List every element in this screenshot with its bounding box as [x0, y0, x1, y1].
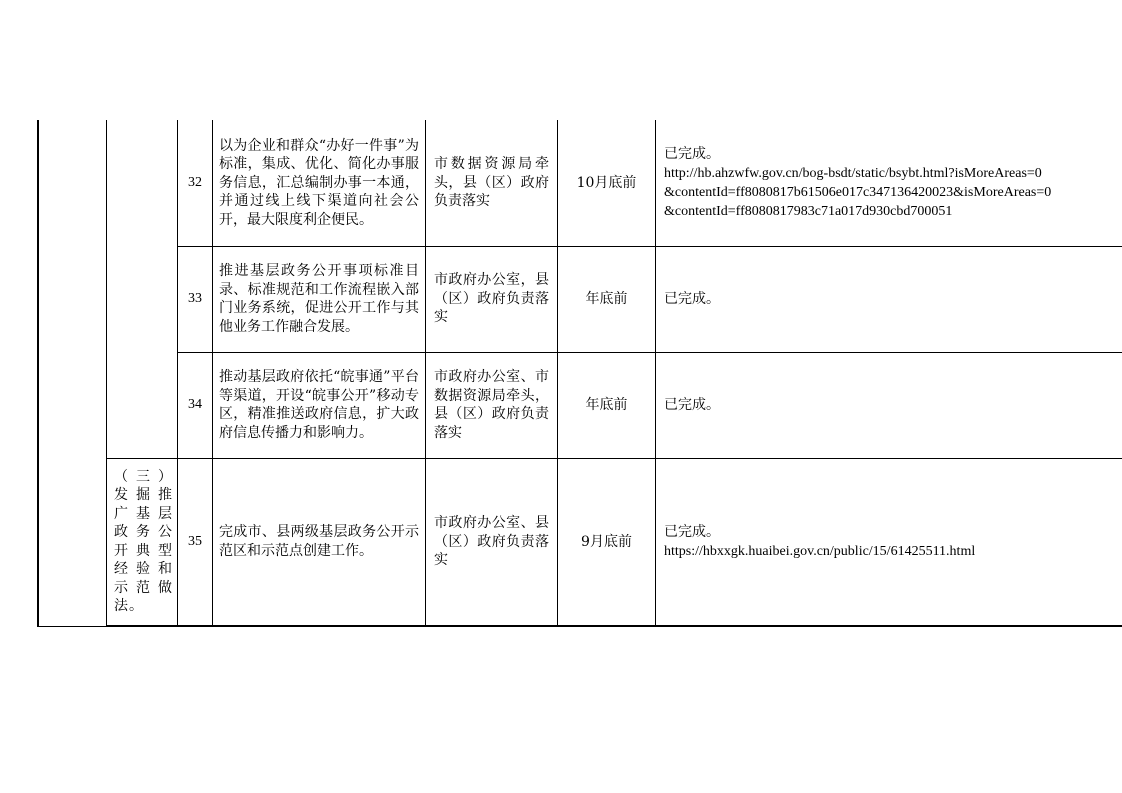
responsible-unit: 市政府办公室、市数据资源局牵头，县（区）政府负责落实 — [426, 352, 558, 458]
completion-cell — [656, 246, 1122, 352]
deadline: 9月底前 — [558, 458, 656, 626]
row-number: 35 — [178, 458, 213, 626]
table-row — [38, 352, 1122, 458]
row-number: 33 — [178, 246, 213, 352]
section-cell — [38, 120, 107, 626]
table-row — [38, 458, 1122, 626]
deadline: 10月底前 — [558, 120, 656, 246]
task-content: 以为企业和群众“办好一件事”为标准，集成、优化、简化办事服务信息，汇总编制办事一本通，并通过线上线下渠道向社会公开，最大限度利企便民。 — [213, 120, 426, 246]
status-text: 已完成。 — [664, 290, 720, 307]
row-number: 34 — [178, 352, 213, 458]
completion-cell — [656, 352, 1122, 458]
table-row — [38, 120, 1122, 246]
responsible-unit: 市政府办公室，县（区）政府负责落实 — [426, 246, 558, 352]
deadline: 年底前 — [558, 246, 656, 352]
completion-cell — [656, 458, 1122, 626]
status-text: 已完成。 — [664, 396, 720, 413]
category-cell — [107, 120, 178, 458]
status-text: 已完成。 — [664, 146, 720, 162]
task-table — [37, 120, 1122, 627]
result-link[interactable]: &contentId=ff8080817b61506e017c347136420023&isMoreAreas=0 — [664, 184, 1052, 200]
row-number: 32 — [178, 120, 213, 246]
responsible-unit: 市数据资源局牵头，县（区）政府负责落实 — [426, 120, 558, 246]
completion-cell — [656, 120, 1122, 246]
result-link[interactable]: http://hb.ahzwfw.gov.cn/bog-bsdt/static/bsybt.html?isMoreAreas=0 — [664, 165, 1042, 181]
responsible-unit: 市政府办公室、县（区）政府负责落实 — [426, 458, 558, 626]
deadline: 年底前 — [558, 352, 656, 458]
result-link[interactable]: https://hbxxgk.huaibei.gov.cn/public/15/61425511.html — [664, 543, 976, 559]
task-content: 推动基层政府依托“皖事通”平台等渠道，开设“皖事公开”移动专区，精准推送政府信息，扩大政府信息传播力和影响力。 — [213, 352, 426, 458]
task-content: 完成市、县两级基层政务公开示范区和示范点创建工作。 — [213, 458, 426, 626]
status-text: 已完成。 — [664, 524, 720, 540]
category-cell: （三）发掘推广基层政务公开典型经验和示范做法。 — [107, 458, 178, 626]
task-content: 推进基层政务公开事项标准目录、标准规范和工作流程嵌入部门业务系统，促进公开工作与其他业务工作融合发展。 — [213, 246, 426, 352]
table-row — [38, 246, 1122, 352]
result-link[interactable]: &contentId=ff8080817983c71a017d930cbd700051 — [664, 203, 953, 219]
